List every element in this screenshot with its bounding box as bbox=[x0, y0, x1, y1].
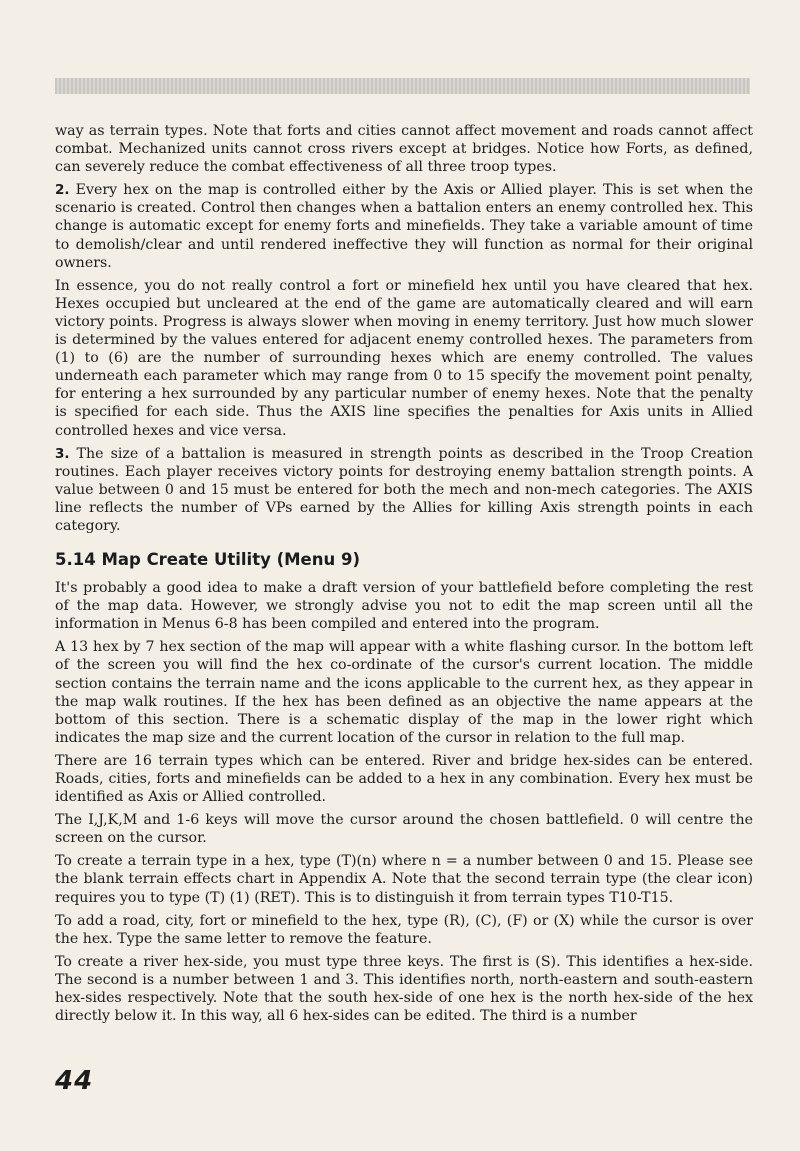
item-number: 3. bbox=[55, 445, 70, 462]
paragraph: To create a river hex-side, you must type three keys. The first is (S). This identifies a hex-side. The second is a number between 1 and 3. This identifies north, north-eastern and south-eastern hex-sides respectively. Note that the south hex-side of one hex is the north hex-side of the hex directly below it. In this way, all 6 hex-sides can be edited. The third is a number bbox=[55, 953, 753, 1025]
paragraph: 3. The size of a battalion is measured in strength points as described in the Troop Creation routines. Each player receives victory points for destroying enemy battalion strength points. A value between 0 and 15 must be entered for both the mech and non-mech categories. The AXIS line reflects the number of VPs earned by the Allies for killing Axis strength points in each category. bbox=[55, 445, 753, 534]
paragraph: In essence, you do not really control a fort or minefield hex until you have cleared that hex. Hexes occupied but uncleared at the end of the game are automatically cleared and will earn victory points. Progress is always slower when moving in enemy territory. Just how much slower is determined by the values entered for adjacent enemy controlled hexes. The parameters from (1) to (6) are the number of surrounding hexes which are enemy controlled. The values underneath each parameter which may range from 0 to 15 specify the movement point penalty, for entering a hex surrounded by any particular number of enemy hexes. Note that the penalty is specified for each side. Thus the AXIS line specifies the penalties for Axis units in Allied controlled hexes and vice versa. bbox=[55, 277, 753, 439]
item-number: 2. bbox=[55, 182, 70, 199]
paragraph: The I,J,K,M and 1-6 keys will move the cursor around the chosen battlefield. 0 will centre the screen on the cursor. bbox=[55, 812, 753, 847]
page-number: 44 bbox=[55, 1066, 94, 1096]
paragraph: It's probably a good idea to make a draft version of your battlefield before completing the rest of the map data. However, we strongly advise you not to edit the map screen until all the information in Menus 6-8 has been compiled and entered into the program. bbox=[55, 580, 753, 633]
paragraph: To create a terrain type in a hex, type (T)(n) where n = a number between 0 and 15. Please see the blank terrain effects chart in Appendix A. Note that the second terrain type (the clear icon) requires you to type (T) (1) (RET). This is to distinguish it from terrain types T10-T15. bbox=[55, 853, 753, 906]
paragraph: There are 16 terrain types which can be entered. River and bridge hex-sides can be entered. Roads, cities, forts and minefields can be added to a hex in any combination. Every hex must be identified as Axis or Allied controlled. bbox=[55, 752, 753, 806]
paragraph: To add a road, city, fort or minefield to the hex, type (R), (C), (F) or (X) while the cursor is over the hex. Type the same letter to remove the feature. bbox=[55, 912, 753, 947]
paragraph: 2. Every hex on the map is controlled either by the Axis or Allied player. This is set when the scenario is created. Control then changes when a battalion enters an enemy controlled hex. This change is automatic except for enemy forts and minefields. They take a variable amount of time to demolish/clear and until rendered ineffective they will function as normal for their original owners. bbox=[55, 182, 753, 271]
section-heading: 5.14 Map Create Utility (Menu 9) bbox=[55, 550, 361, 570]
paragraph: A 13 hex by 7 hex section of the map will appear with a white flashing cursor. In the bottom left of the screen you will find the hex co-ordinate of the cursor's current location. The middle section contains the terrain name and the icons applicable to the current hex, as they appear in the map walk routines. If the hex has been defined as an objective the name appears at the bottom of this section. There is a schematic display of the map in the lower right which indicates the map size and the current location of the cursor in relation to the full map. bbox=[55, 639, 753, 746]
page-body bbox=[55, 122, 753, 1030]
header-rule bbox=[55, 78, 750, 94]
paragraph: way as terrain types. Note that forts and cities cannot affect movement and roads cannot affect combat. Mechanized units cannot cross rivers except at bridges. Notice how Forts, as defined, can severely reduce the combat effectiveness of all three troop types. bbox=[55, 123, 753, 176]
top-section bbox=[55, 122, 753, 535]
bottom-section bbox=[55, 579, 753, 1025]
